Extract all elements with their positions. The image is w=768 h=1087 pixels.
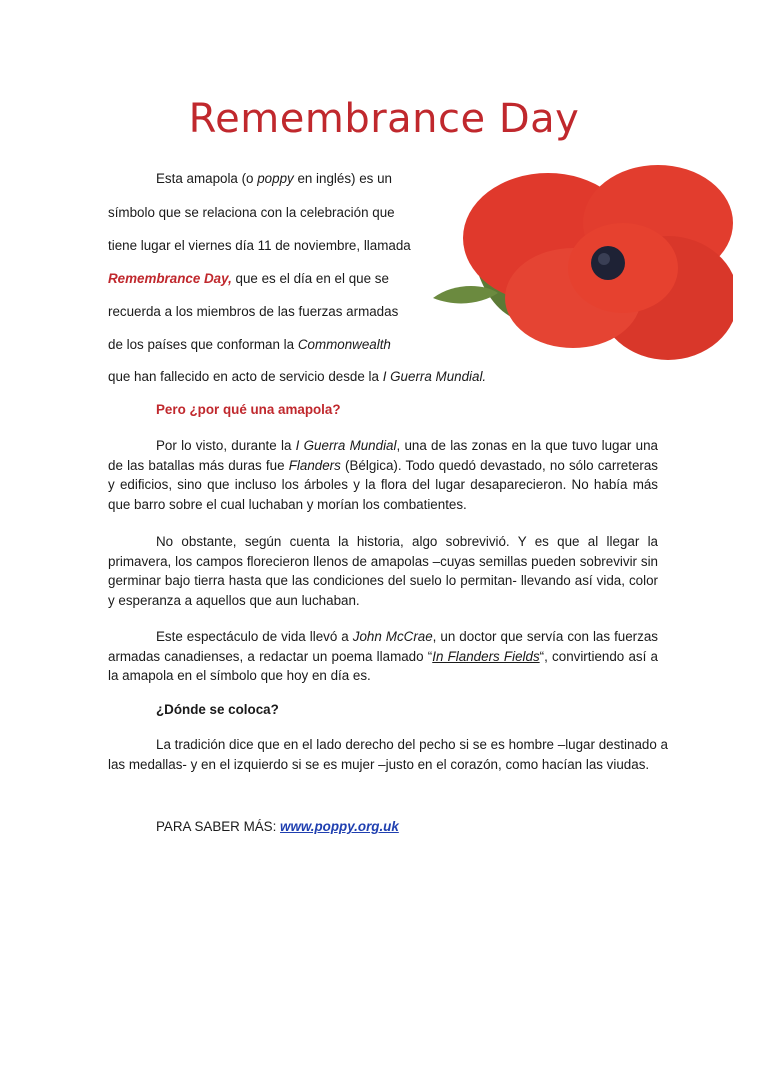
paragraph-flanders: Por lo visto, durante la I Guerra Mundial, una de las zonas en la que tuvo lugar una de las batallas más duras fue Flanders (Bélgica). Todo quedó devastado, no sólo carreteras y edificios, sino que incluso los árboles y la flora del lugar desaparecieron. No había más que barro sobre el cual luchaban y morían los combatientes. xyxy=(108,438,658,512)
poppy-image xyxy=(433,158,733,363)
paragraph-tradition: La tradición dice que en el lado derecho del pecho si se es hombre –lugar destinado a las medallas- y en el izquierdo si se es mujer –justo en el corazón, como hacían las viudas. xyxy=(108,737,668,772)
paragraph-survival: No obstante, según cuenta la historia, algo sobrevivió. Y es que al llegar la primavera, los campos florecieron llenos de amapolas –cuyas semillas pueden sobrevivir sin germinar bajo tierra hasta que las condiciones del suelo lo permitan- llevando así vida, color y esperanza a aquellos que aun luchaban. xyxy=(108,534,658,608)
page-title: Remembrance Day xyxy=(188,96,580,142)
poppy-website-link[interactable]: www.poppy.org.uk xyxy=(280,819,399,834)
question-where: ¿Dónde se coloca? xyxy=(156,702,279,717)
intro-line-3: tiene lugar el viernes día 11 de noviembre, llamada xyxy=(108,238,411,253)
intro-line-4: Remembrance Day, que es el día en el que se xyxy=(108,271,389,286)
question-why-poppy: Pero ¿por qué una amapola? xyxy=(156,402,341,417)
intro-line-2: símbolo que se relaciona con la celebración que xyxy=(108,205,395,220)
more-info-line: PARA SABER MÁS: www.poppy.org.uk xyxy=(156,819,399,834)
intro-line-5: recuerda a los miembros de las fuerzas armadas xyxy=(108,304,399,319)
intro-line-6: de los países que conforman la Commonwealth xyxy=(108,337,391,352)
paragraph-mccrae: Este espectáculo de vida llevó a John McCrae, un doctor que servía con las fuerzas armadas canadienses, a redactar un poema llamado “In Flanders Fields“, convirtiendo así a la amapola en el símbolo que hoy en día es. xyxy=(108,629,658,683)
poem-link[interactable]: In Flanders Fields xyxy=(432,648,540,664)
intro-line-1: Esta amapola (o poppy en inglés) es un xyxy=(156,171,392,186)
intro-line-7: que han fallecido en acto de servicio desde la I Guerra Mundial. xyxy=(108,369,487,384)
